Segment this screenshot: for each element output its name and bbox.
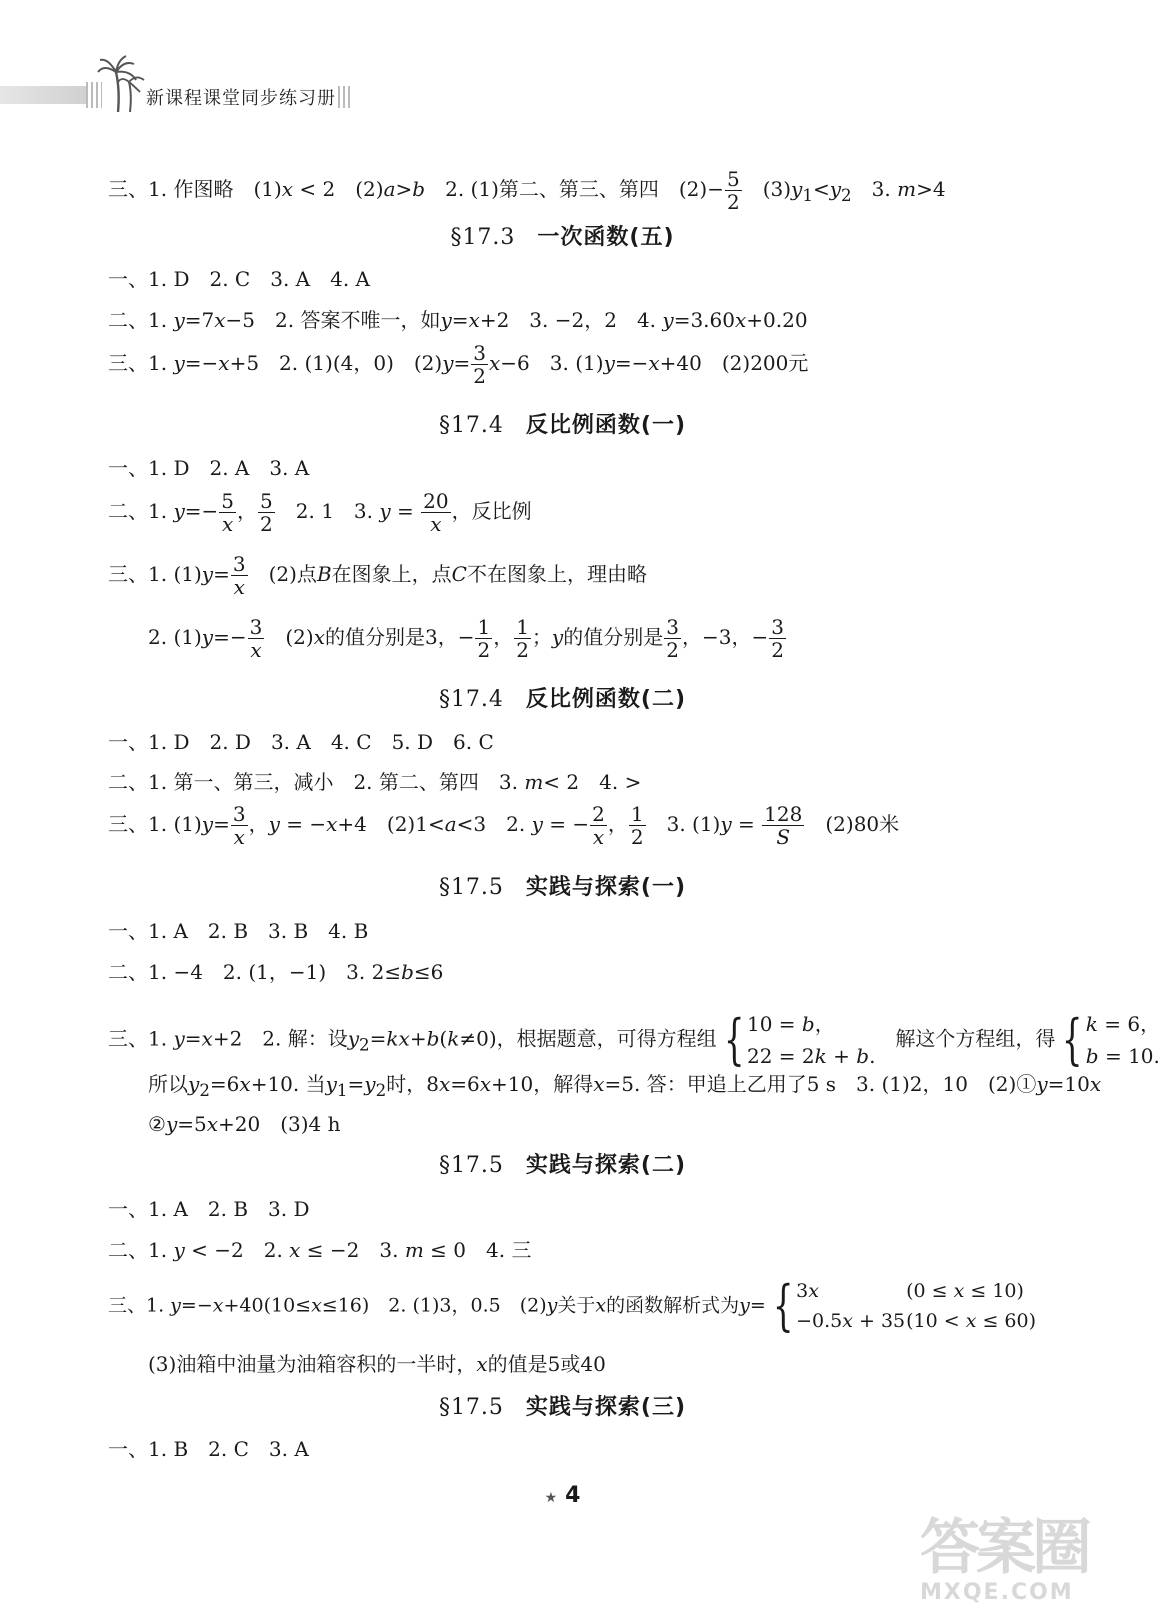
fraction: $\frac{3}{2}$ [771, 615, 784, 662]
palm-tree-icon [96, 54, 146, 114]
equation-system: k = 6， b = 10. [1085, 1012, 1160, 1068]
section-title: §17.4 反比例函数(一) [438, 413, 687, 438]
section-title: §17.4 反比例函数(二) [438, 687, 687, 712]
fraction: $\frac{3}{x}$ [249, 615, 263, 662]
answer-line: (3)油箱中油量为油箱容积的一半时，x的值是5或40 [148, 1352, 606, 1376]
header-gradient-band [0, 86, 88, 104]
fraction: $\frac{5}{2}$ [260, 489, 273, 536]
answer-line: 二、1. 第一、第三，减小 2. 第二、第四 3. m< 2 4. > [108, 770, 642, 794]
answer-line: 三、1. (1)y= $\frac{3}{x}$，y = −x+4 (2)1<a<3 2. y = − $\frac{2}{x}$， $\frac{1}{2}$ 3. (1)y = $\frac{128}{S}$ (2)80米 [108, 802, 900, 849]
page-number: ★ 4 [544, 1483, 581, 1508]
fraction: $\frac{1}{2}$ [630, 802, 644, 849]
answer-line: 一、1. A 2. B 3. B 4. B [108, 919, 369, 943]
equation-system: 10 = b， 22 = 2k + b. [747, 1012, 876, 1068]
left-brace: { [772, 1274, 794, 1338]
section-title: §17.5 实践与探索(一) [438, 875, 687, 900]
fraction: $\frac{1}{2}$ [477, 615, 491, 662]
fraction: $\frac{3}{2}$ [666, 615, 679, 662]
fraction: $\frac{5}{x}$ [221, 489, 235, 536]
answer-line: 三、1. y=−x+40(10≤x≤16) 2. (1)3，0.5 (2)y关于x的函数解析式为y= { 3x (0 ≤ x ≤ 10) −0.5x + 35(10 < x ≤ 60) [108, 1274, 1037, 1338]
left-brace: { [723, 1008, 745, 1071]
watermark-logo: 答案圈 MXQE.COM [920, 1513, 1088, 1605]
answer-line: 一、1. B 2. C 3. A [108, 1437, 309, 1461]
header-bars-right [338, 86, 350, 108]
star-icon: ★ [544, 1490, 558, 1506]
answer-line: 二、1. y=7x−5 2. 答案不唯一，如y=x+2 3. −2，2 4. y=3.60x+0.20 [108, 308, 808, 332]
page-header [0, 68, 360, 114]
piecewise-function: 3x (0 ≤ x ≤ 10) −0.5x + 35(10 < x ≤ 60) [796, 1280, 1037, 1333]
fraction: $\frac{5}{2}$ [726, 167, 740, 214]
answer-line: 二、1. −4 2. (1，−1) 3. 2≤b≤6 [108, 960, 444, 984]
fraction: $\frac{3}{2}$ [473, 341, 487, 388]
left-brace: { [1062, 1008, 1083, 1071]
fraction: $\frac{20}{x}$ [423, 489, 449, 536]
answer-line: 一、1. D 2. D 3. A 4. C 5. D 6. C [108, 730, 494, 754]
header-title: 新课程课堂同步练习册 [146, 88, 336, 109]
answer-line: 三、1. y=x+2 2. 解：设$y_2=kx+b(k\ne 0)$，根据题意，可得方程组 { 10 = b， 22 = 2k + b. 解这个方程组，得 { k = 6， b = 10. [108, 1008, 1160, 1071]
answer-line: 二、1. y < −2 2. x ≤ −2 3. m ≤ 0 4. 三 [108, 1238, 532, 1262]
answer-line: 2. (1)y=− $\frac{3}{x}$ (2)x的值分别是3，− $\frac{1}{2}$ ， $\frac{1}{2}$ ；y的值分别是 $\frac{3}{2}$ ，−3，− $\frac{3}{2}$ [148, 615, 784, 662]
section-title: §17.5 实践与探索(三) [438, 1395, 687, 1420]
fraction: $\frac{3}{x}$ [232, 552, 246, 599]
fraction: $\frac{2}{x}$ [592, 802, 605, 849]
answer-line: ②y=5x+20 (3)4 h [148, 1112, 341, 1136]
answer-line: 所以$y_2=6x+10$. 当$y_1=y_2$时，8x=6x+10，解得x=5. 答：甲追上乙用了5 s 3. (1)2，10 (2)①y=10x [148, 1072, 1102, 1100]
answer-line: 一、1. A 2. B 3. D [108, 1197, 310, 1221]
fraction: $\frac{1}{2}$ [516, 615, 529, 662]
answer-line: 三、1. (1)y= $\frac{3}{x}$ (2)点B在图象上，点C不在图象上，理由略 [108, 552, 647, 599]
answer-line: 一、1. D 2. A 3. A [108, 456, 310, 480]
section-title: §17.5 实践与探索(二) [438, 1153, 687, 1178]
answer-line: 三、1. y=−x+5 2. (1)(4，0) (2)y= $\frac{3}{2}$ x−6 3. (1)y=−x+40 (2)200元 [108, 341, 809, 388]
section-title: §17.3 一次函数(五) [450, 225, 675, 250]
answer-line: 一、1. D 2. C 3. A 4. A [108, 267, 370, 291]
fraction: $\frac{3}{x}$ [232, 802, 246, 849]
answer-line: 二、1. y=− $\frac{5}{x}$， $\frac{5}{2}$ 2. 1 3. y = $\frac{20}{x}$，反比例 [108, 489, 532, 536]
fraction: $\frac{128}{S}$ [764, 802, 803, 849]
answer-line: 三、1. 作图略 (1)x < 2 (2)a>b 2. (1)第二、第三、第四 (2)− $\frac{5}{2}$ $(3)y_1<y_2$ 3. m>4 [108, 167, 946, 214]
